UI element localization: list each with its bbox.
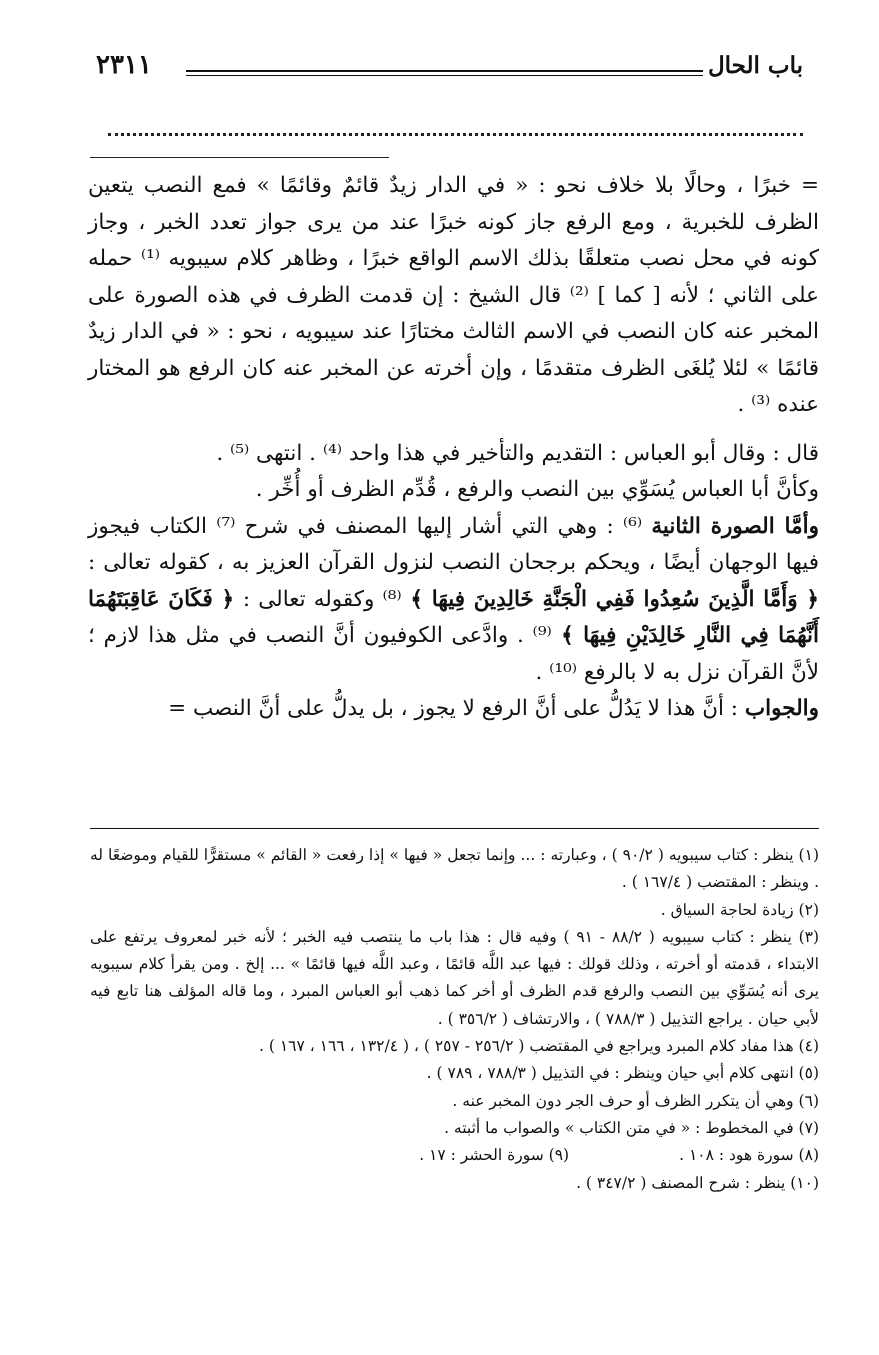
- footnote-7: (٧) في المخطوط : « في متن الكتاب » والصواب ما أثبته .: [444, 1118, 819, 1137]
- answer-heading: والجواب: [744, 696, 819, 721]
- footnote-8: (٨) سورة هود : ١٠٨ .: [679, 1146, 819, 1165]
- paragraph-4-end: ⁽⁹⁾ . وادَّعى الكوفيون أنَّ النصب في مثل هذا لازم ؛ لأنَّ القرآن نزل به لا بالرفع ⁽¹⁰⁾ .: [88, 623, 819, 685]
- paragraph-2: قال : وقال أبو العباس : التقديم والتأخير في هذا واحد ⁽⁴⁾ . انتهى ⁽⁵⁾ .: [216, 440, 819, 466]
- footnote-3: (٣) ينظر : كتاب سيبويه ( ٨٨/٢ - ٩١ ) وفيه قال : هذا باب ما ينتصب فيه الخبر ؛ لأنه خبر لمعروف يرتفع على الابتداء ، قدمته أو أخرته ، وذلك قولك : فيها عبد اللَّه قائمًا ، وعبد اللَّه فيها قائمًا » ... إلخ . ومن يقرأ كلام سيبويه يرى أنه يُسَوِّي بين النصب والرفع قدم الظرف أو أخر كما ذهب أبو العباس المبرد ، وما قاله المؤلف هنا تابع فيه لأبي حيان . يراجع التذييل ( ٧٨٨/٣ ) ، والارتشاف ( ٣٥٦/٢ ) .: [90, 927, 820, 1028]
- footnote-1: (١) ينظر : كتاب سيبويه ( ٩٠/٢ ) ، وعبارته : ... وإنما تجعل « فيها » إذا رفعت « القائم » مستقرًّا للقيام وموضعًا له . وينظر : المقتضب ( ١٦٧/٤ ) .: [90, 846, 819, 892]
- running-header: [96, 52, 803, 88]
- footnote-9: (٩) سورة الحشر : ١٧ .: [419, 1146, 570, 1165]
- quran-verse-hud: ﴿ وَأَمَّا الَّذِينَ سُعِدُوا فَفِي الْجَنَّةِ خَالِدِينَ فِيهَا ﴾: [401, 586, 819, 612]
- paragraph-4-middle: ⁽⁸⁾ وكقوله تعالى :: [242, 586, 402, 612]
- paragraph-3: وكأنَّ أبا العباس يُسَوِّي بين النصب والرفع ، قُدِّم الظرف أو أُخِّر .: [255, 477, 819, 502]
- quran-verse-hashr: ﴿ فَكَانَ عَاقِبَتَهُمَا أَنَّهُمَا فِي النَّارِ خَالِدَيْنِ فِيهَا ﴾: [88, 586, 819, 648]
- footnote-6: (٦) وهي أن يتكرر الظرف أو حرف الجر دون المخبر عنه .: [452, 1091, 819, 1110]
- section-heading-second-form: وأمَّا الصورة الثانية: [651, 513, 819, 539]
- paragraph-4: [88, 509, 819, 692]
- footnote-10: (١٠) ينظر : شرح المصنف ( ٣٤٧/٢ ) .: [576, 1173, 819, 1192]
- paragraph-5-text: : أنَّ هذا لا يَدُلُّ على أنَّ الرفع لا يجوز ، بل يدلُّ على أنَّ النصب =: [168, 696, 745, 721]
- footnote-4: (٤) هذا مفاد كلام المبرد ويراجع في المقتضب ( ٢٥٦/٢ - ٢٥٧ ) ، ( ١٣٢/٤ ، ١٦٦ ، ١٦٧ ) .: [258, 1037, 819, 1056]
- paragraph-4-text: ⁽⁶⁾ : وهي التي أشار إليها المصنف في شرح ⁽⁷⁾ الكتاب فيجوز فيها الوجهان أيضًا ، ويحكم برجحان النصب لنزول القرآن العزيز به ، كقوله تعالى :: [88, 513, 819, 575]
- chapter-title: باب الحال: [707, 52, 803, 79]
- paragraph-5: [88, 691, 819, 728]
- footnotes: [90, 842, 819, 1197]
- continuation-rule: [90, 157, 389, 158]
- dotted-divider: [108, 133, 803, 136]
- footnote-5: (٥) انتهى كلام أبي حيان وينظر : في التذييل ( ٧٨٨/٣ ، ٧٨٩ ) .: [426, 1064, 819, 1083]
- paragraph-1: = خبرًا ، وحالًا بلا خلاف نحو : « في الدار زيدٌ قائمٌ وقائمًا » فمع النصب يتعين الظرف للخبرية ، ومع الرفع جاز كونه خبرًا عند من يرى جواز تعدد الخبر ، وجاز كونه في محل نصب متعلقًا بذلك الاسم الواقع خبرًا ، وظاهر كلام سيبويه ⁽¹⁾ حمله على الثاني ؛ لأنه [ كما ] ⁽²⁾ قال الشيخ : إن قدمت الظرف في هذه الصورة على المخبر عنه كان النصب في الاسم الثالث مختارًا عند سيبويه ، نحو : « في الدار زيدٌ قائمًا » لئلا يُلغَى الظرف متقدمًا ، وإن أخرته عن المخبر عنه كان الرفع هو المختار عنده ⁽³⁾ .: [88, 173, 819, 417]
- header-double-rule: [186, 70, 703, 76]
- footnote-2: (٢) زيادة لحاجة السياق .: [660, 900, 819, 919]
- page-number: ٢٣١١: [96, 50, 152, 80]
- footnote-separator: [90, 828, 819, 829]
- main-text: [88, 168, 819, 728]
- footnote-row-8-9: [90, 1142, 819, 1169]
